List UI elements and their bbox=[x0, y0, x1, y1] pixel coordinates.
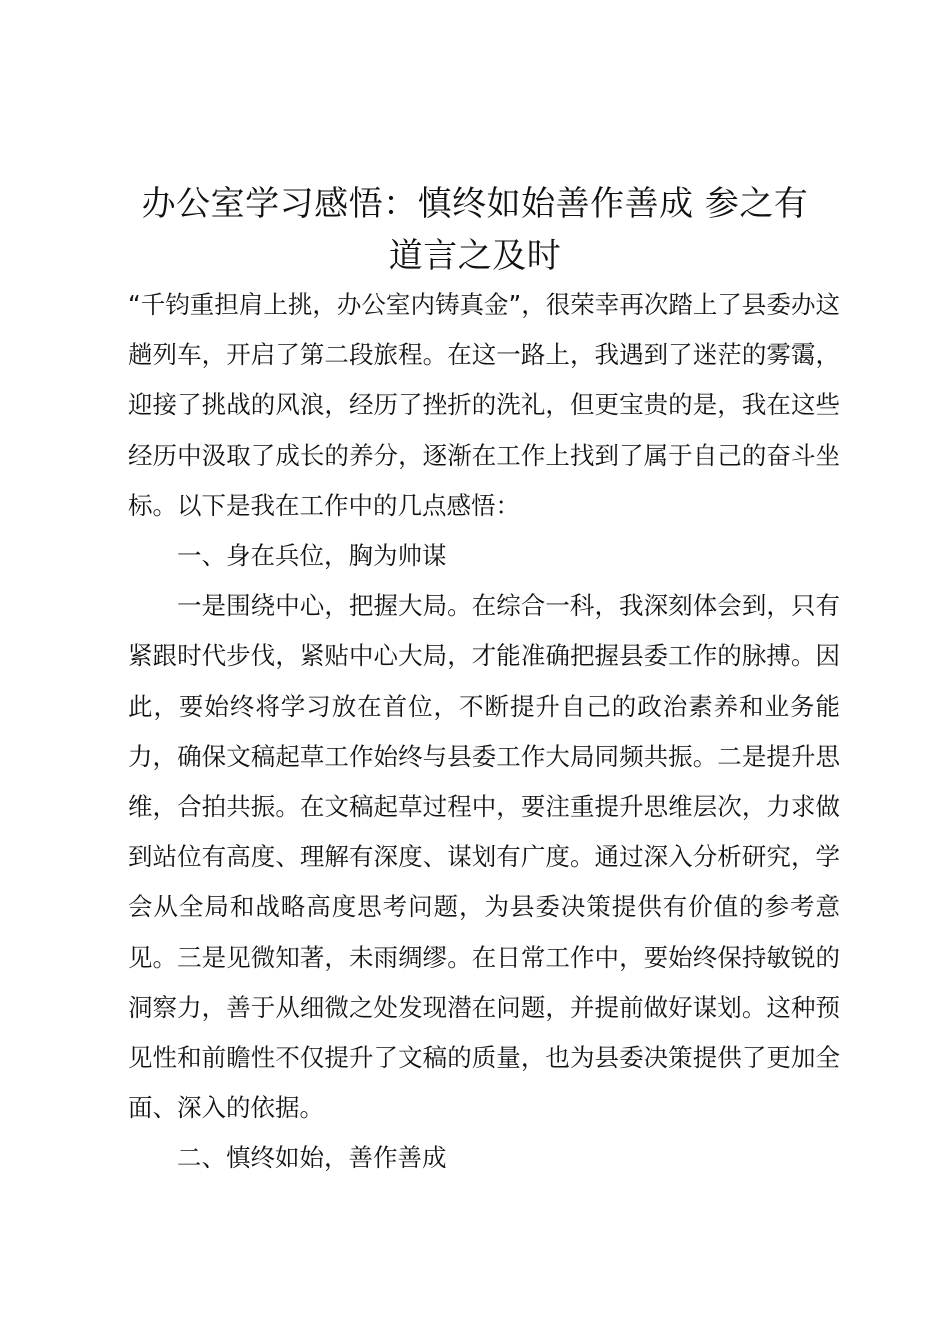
intro-paragraph: “千钧重担肩上挑，办公室内铸真金”，很荣幸再次踏上了县委办这趟列车，开启了第二段旅程。在这一路上，我遇到了迷茫的雾霭，迎接了挑战的风浪，经历了挫折的洗礼，但更宝贵的是，我在这些经历中汲取了成长的养分，逐渐在工作上找到了属于自己的奋斗坐标。以下是我在工作中的几点感悟： bbox=[128, 290, 840, 520]
title-line-1: 办公室学习感悟：慎终如始善作善成 参之有 bbox=[141, 184, 809, 224]
document-body bbox=[128, 280, 840, 1184]
section-heading-2: 二、慎终如始，善作善成 bbox=[177, 1143, 447, 1173]
document-title bbox=[120, 178, 830, 282]
title-line-2: 道言之及时 bbox=[388, 236, 562, 276]
body-paragraph: 一是围绕中心，把握大局。在综合一科，我深刻体会到，只有紧跟时代步伐，紧贴中心大局，才能准确把握县委工作的脉搏。因此，要始终将学习放在首位，不断提升自己的政治素养和业务能力，确保文稿起草工作始终与县委工作大局同频共振。二是提升思维，合拍共振。在文稿起草过程中，要注重提升思维层次，力求做到站位有高度、理解有深度、谋划有广度。通过深入分析研究，学会从全局和战略高度思考问题，为县委决策提供有价值的参考意见。三是见微知著，未雨绸缪。在日常工作中，要始终保持敏锐的洞察力，善于从细微之处发现潜在问题，并提前做好谋划。这种预见性和前瞻性不仅提升了文稿的质量，也为县委决策提供了更加全面、深入的依据。 bbox=[128, 591, 840, 1123]
section-heading-1: 一、身在兵位，胸为帅谋 bbox=[177, 541, 447, 571]
